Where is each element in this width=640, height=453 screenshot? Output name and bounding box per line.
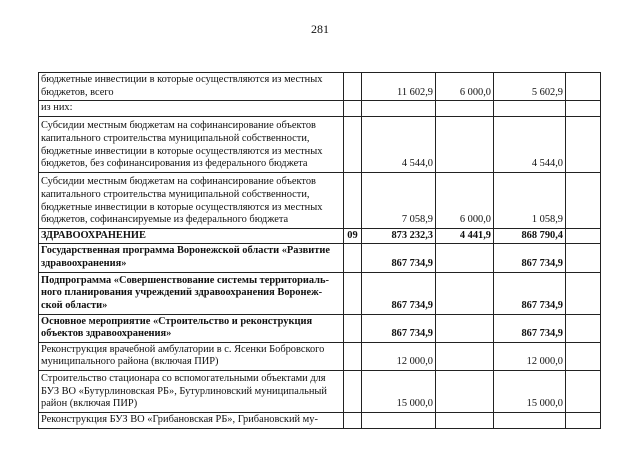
table-row xyxy=(39,370,601,412)
row-total-cell xyxy=(362,412,436,428)
row-federal-cell xyxy=(436,412,494,428)
row-name-cell: Субсидии местным бюджетам на софинансирование объектов капитального строительства муниципальной собственности, бюджетные инвестиции в которые осуществляются из местных бюджетов, софинансируемые из федерального бюджета xyxy=(39,172,344,228)
row-regional-cell: 868 790,4 xyxy=(494,228,566,244)
row-empty-cell xyxy=(566,116,601,172)
row-regional-cell: 1 058,9 xyxy=(494,172,566,228)
row-federal-cell xyxy=(436,314,494,342)
row-empty-cell xyxy=(566,272,601,314)
row-empty-cell xyxy=(566,314,601,342)
row-code-cell xyxy=(344,244,362,272)
row-federal-cell: 4 441,9 xyxy=(436,228,494,244)
row-name-cell: бюджетные инвестиции в которые осуществляются из местных бюджетов, всего xyxy=(39,73,344,101)
row-regional-cell xyxy=(494,412,566,428)
row-empty-cell xyxy=(566,172,601,228)
row-code-cell xyxy=(344,116,362,172)
row-name-cell: Государственная программа Воронежской области «Развитие здравоохранения» xyxy=(39,244,344,272)
row-code-cell xyxy=(344,342,362,370)
row-total-cell: 873 232,3 xyxy=(362,228,436,244)
table-row xyxy=(39,342,601,370)
row-name-cell: Строительство стационара со вспомогательными объектами для БУЗ ВО «Бутурлиновская РБ», Бутурлиновский муниципальный район (включая ПИР) xyxy=(39,370,344,412)
table-row xyxy=(39,73,601,101)
row-name-cell: ЗДРАВООХРАНЕНИЕ xyxy=(39,228,344,244)
row-name-cell: из них: xyxy=(39,101,344,117)
table-row xyxy=(39,244,601,272)
row-regional-cell: 4 544,0 xyxy=(494,116,566,172)
table-row xyxy=(39,101,601,117)
budget-table-body xyxy=(39,73,601,429)
row-federal-cell xyxy=(436,272,494,314)
row-total-cell: 867 734,9 xyxy=(362,272,436,314)
page-number: 281 xyxy=(311,22,329,36)
row-code-cell xyxy=(344,272,362,314)
row-total-cell: 4 544,0 xyxy=(362,116,436,172)
row-regional-cell: 867 734,9 xyxy=(494,272,566,314)
row-regional-cell: 867 734,9 xyxy=(494,244,566,272)
row-code-cell xyxy=(344,172,362,228)
row-federal-cell xyxy=(436,116,494,172)
row-total-cell xyxy=(362,101,436,117)
row-empty-cell xyxy=(566,228,601,244)
row-total-cell: 7 058,9 xyxy=(362,172,436,228)
row-regional-cell: 15 000,0 xyxy=(494,370,566,412)
row-name-cell: Реконструкция БУЗ ВО «Грибановская РБ», Грибановский му- xyxy=(39,412,344,428)
budget-table xyxy=(38,72,601,429)
table-row xyxy=(39,314,601,342)
row-total-cell: 867 734,9 xyxy=(362,244,436,272)
row-regional-cell: 867 734,9 xyxy=(494,314,566,342)
row-total-cell: 11 602,9 xyxy=(362,73,436,101)
row-federal-cell xyxy=(436,244,494,272)
row-federal-cell xyxy=(436,342,494,370)
row-regional-cell: 12 000,0 xyxy=(494,342,566,370)
row-regional-cell xyxy=(494,101,566,117)
row-total-cell: 12 000,0 xyxy=(362,342,436,370)
row-code-cell xyxy=(344,101,362,117)
row-federal-cell: 6 000,0 xyxy=(436,172,494,228)
row-code-cell xyxy=(344,370,362,412)
row-code-cell xyxy=(344,314,362,342)
row-code-cell xyxy=(344,73,362,101)
row-total-cell: 867 734,9 xyxy=(362,314,436,342)
row-name-cell: Подпрограмма «Совершенствование системы территориаль-ного планирования учреждений здравоохранения Воронеж-ской области» xyxy=(39,272,344,314)
row-empty-cell xyxy=(566,73,601,101)
row-federal-cell: 6 000,0 xyxy=(436,73,494,101)
row-name-cell: Реконструкция врачебной амбулатории в с. Ясенки Бобровского муниципального района (включая ПИР) xyxy=(39,342,344,370)
table-row xyxy=(39,228,601,244)
row-empty-cell xyxy=(566,412,601,428)
row-federal-cell xyxy=(436,370,494,412)
row-empty-cell xyxy=(566,244,601,272)
table-row xyxy=(39,412,601,428)
row-code-cell: 09 xyxy=(344,228,362,244)
row-empty-cell xyxy=(566,370,601,412)
row-empty-cell xyxy=(566,101,601,117)
row-federal-cell xyxy=(436,101,494,117)
table-row xyxy=(39,116,601,172)
row-code-cell xyxy=(344,412,362,428)
row-name-cell: Основное мероприятие «Строительство и реконструкция объектов здравоохранения» xyxy=(39,314,344,342)
table-row xyxy=(39,172,601,228)
row-name-cell: Субсидии местным бюджетам на софинансирование объектов капитального строительства муниципальной собственности, бюджетные инвестиции в которые осуществляются из местных бюджетов, без софинансирования из федерального бюджета xyxy=(39,116,344,172)
row-regional-cell: 5 602,9 xyxy=(494,73,566,101)
table-row xyxy=(39,272,601,314)
row-total-cell: 15 000,0 xyxy=(362,370,436,412)
row-empty-cell xyxy=(566,342,601,370)
